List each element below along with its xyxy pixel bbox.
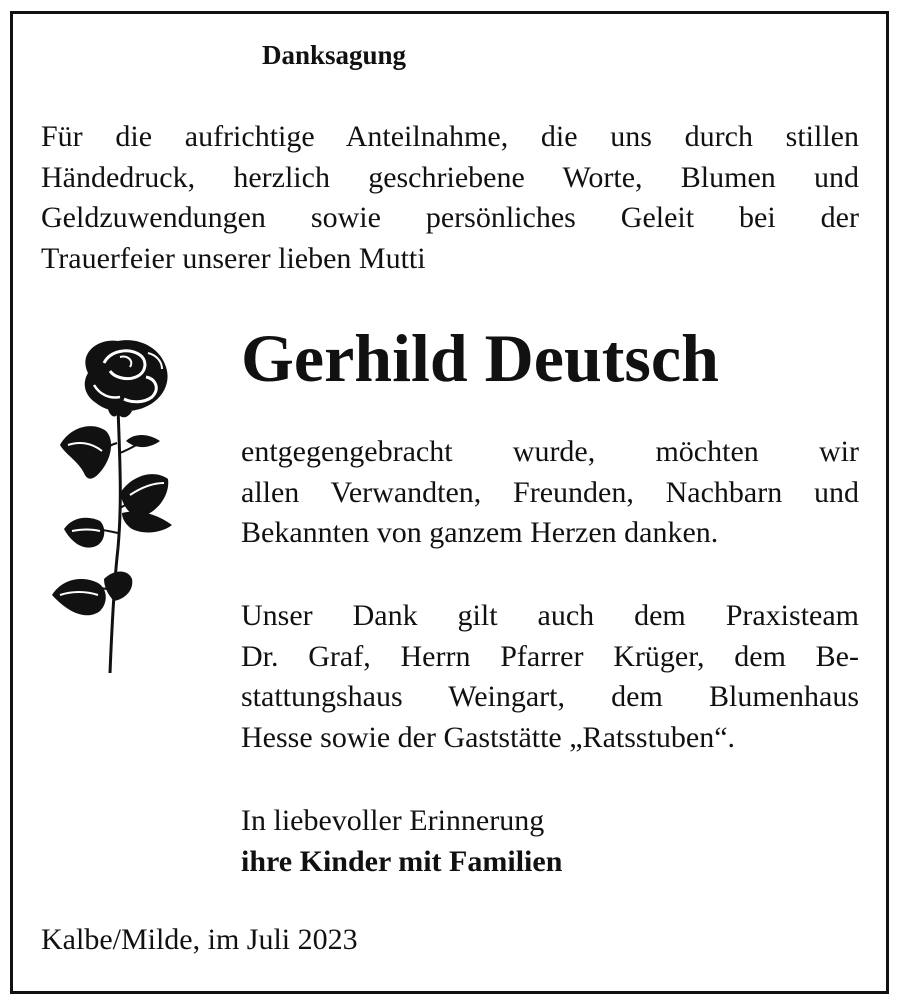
special-thanks-line: Unser Dank gilt auch dem Praxisteam — [241, 599, 859, 632]
intro-line: Für die aufrichtige Anteilnahme, die uns durch stillen — [41, 120, 859, 153]
thanks-line: allen Verwandten, Freunden, Nachbarn und — [241, 475, 859, 509]
rose-icon — [48, 333, 178, 680]
signature: ihre Kinder mit Familien — [241, 844, 563, 878]
intro-line: Trauerfeier unserer lieben Mutti — [41, 241, 426, 275]
special-thanks-line: stattungshaus Weingart, dem Blumenhaus — [241, 680, 859, 713]
thanks-paragraph — [241, 432, 859, 554]
closing-block — [241, 801, 859, 882]
thanks-line: entgegengebracht wurde, möchten wir — [241, 435, 859, 468]
place-date: Kalbe/Milde, im Juli 2023 — [41, 923, 358, 956]
notice-heading: Danksagung — [261, 40, 407, 70]
special-thanks-line: Hesse sowie der Gaststätte „Ratsstuben“. — [241, 720, 736, 754]
closing-text: In liebevoller Erinnerung — [241, 804, 545, 837]
intro-line: Geldzuwendungen sowie persönliches Geleit bei der — [41, 201, 859, 234]
intro-paragraph — [41, 117, 859, 279]
deceased-name: Gerhild Deutsch — [241, 320, 719, 396]
intro-line: Händedruck, herzlich geschriebene Worte, Blumen und — [41, 160, 859, 194]
thanks-line: Bekannten von ganzem Herzen danken. — [241, 516, 719, 549]
special-thanks-line: Dr. Graf, Herrn Pfarrer Krüger, dem Be- — [241, 639, 859, 673]
special-thanks-paragraph — [241, 596, 859, 758]
